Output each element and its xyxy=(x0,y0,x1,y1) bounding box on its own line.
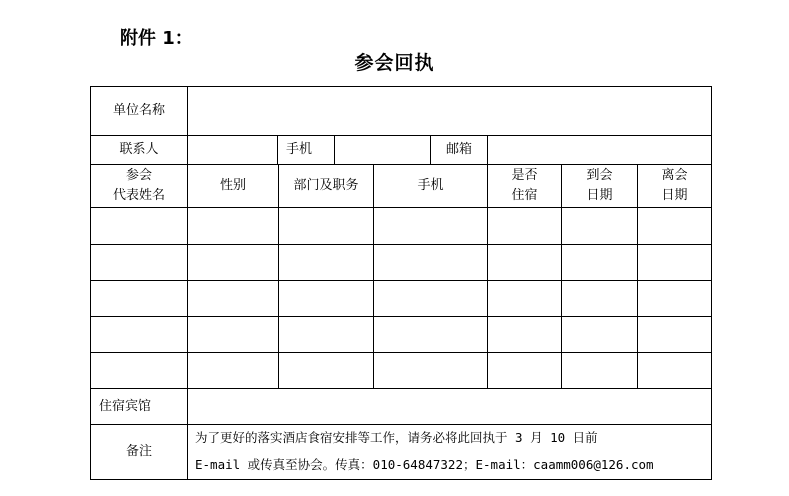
header-lodging-line1: 是否 xyxy=(511,168,538,183)
attendee-gender-field[interactable] xyxy=(188,353,278,389)
header-lodging xyxy=(488,165,561,207)
header-attendee-name-line1: 参会 xyxy=(125,168,152,183)
header-departure-line1: 离会 xyxy=(661,168,688,183)
attendee-arrival-field[interactable] xyxy=(562,353,637,389)
attendee-mobile-field[interactable] xyxy=(374,317,487,353)
header-dept-position: 部门及职务 xyxy=(293,178,359,193)
header-arrival-date xyxy=(562,165,637,207)
header-lodging-line2: 住宿 xyxy=(511,188,538,203)
attendee-lodging-field[interactable] xyxy=(488,245,561,281)
attendee-gender-field[interactable] xyxy=(188,317,278,353)
attendee-name-field[interactable] xyxy=(91,208,187,244)
attendee-lodging-field[interactable] xyxy=(488,353,561,389)
attendee-mobile-field[interactable] xyxy=(374,281,487,317)
header-arrival-line1: 到会 xyxy=(586,168,613,183)
header-gender: 性别 xyxy=(219,178,246,193)
attendee-dept-field[interactable] xyxy=(279,281,373,317)
attendee-dept-field[interactable] xyxy=(279,245,373,281)
attendee-gender-field[interactable] xyxy=(188,281,278,317)
attendee-name-field[interactable] xyxy=(91,245,187,281)
hotel-field[interactable] xyxy=(188,389,711,424)
attendee-lodging-field[interactable] xyxy=(488,281,561,317)
reply-form-table xyxy=(90,86,712,480)
attendee-arrival-field[interactable] xyxy=(562,208,637,244)
remarks-text xyxy=(195,423,711,479)
contact-person-field[interactable] xyxy=(188,136,277,164)
remarks-line-2: E-mail 或传真至协会。传真：010-64847322；E-mail：caamm006@126.com xyxy=(195,457,654,472)
attendee-arrival-field[interactable] xyxy=(562,245,637,281)
contact-mobile-label: 手机 xyxy=(286,142,313,157)
unit-name-label: 单位名称 xyxy=(112,103,165,118)
attendee-name-field[interactable] xyxy=(91,317,187,353)
unit-name-field[interactable] xyxy=(188,87,711,135)
header-attendee-name-line2: 代表姓名 xyxy=(112,188,165,203)
remarks-line-1: 为了更好的落实酒店食宿安排等工作，请务必将此回执于 3 月 10 日前 xyxy=(195,430,598,445)
attendee-name-field[interactable] xyxy=(91,281,187,317)
attendee-lodging-field[interactable] xyxy=(488,317,561,353)
header-departure-date xyxy=(638,165,711,207)
hotel-label: 住宿宾馆 xyxy=(99,398,152,414)
attendee-departure-field[interactable] xyxy=(638,208,711,244)
attendee-gender-field[interactable] xyxy=(188,208,278,244)
attendee-dept-field[interactable] xyxy=(279,317,373,353)
form-title: 参会回执 xyxy=(354,52,435,74)
header-mobile: 手机 xyxy=(417,178,444,193)
attendee-dept-field[interactable] xyxy=(279,353,373,389)
remarks-label: 备注 xyxy=(125,444,152,459)
attendee-gender-field[interactable] xyxy=(188,245,278,281)
attachment-label: 附件 1： xyxy=(120,28,193,49)
attendee-departure-field[interactable] xyxy=(638,245,711,281)
attendee-dept-field[interactable] xyxy=(279,208,373,244)
contact-email-field[interactable] xyxy=(488,136,711,164)
attendee-arrival-field[interactable] xyxy=(562,281,637,317)
attendee-departure-field[interactable] xyxy=(638,317,711,353)
header-arrival-line2: 日期 xyxy=(586,188,613,203)
header-departure-line2: 日期 xyxy=(661,188,688,203)
contact-mobile-field[interactable] xyxy=(335,136,430,164)
attendee-name-field[interactable] xyxy=(91,353,187,389)
attendee-mobile-field[interactable] xyxy=(374,245,487,281)
attendee-lodging-field[interactable] xyxy=(488,208,561,244)
attendee-departure-field[interactable] xyxy=(638,353,711,389)
attendee-arrival-field[interactable] xyxy=(562,317,637,353)
attendee-mobile-field[interactable] xyxy=(374,208,487,244)
header-attendee-name xyxy=(91,165,187,207)
contact-email-label: 邮箱 xyxy=(445,142,472,157)
contact-person-label: 联系人 xyxy=(119,142,159,157)
attendee-departure-field[interactable] xyxy=(638,281,711,317)
attendee-mobile-field[interactable] xyxy=(374,353,487,389)
